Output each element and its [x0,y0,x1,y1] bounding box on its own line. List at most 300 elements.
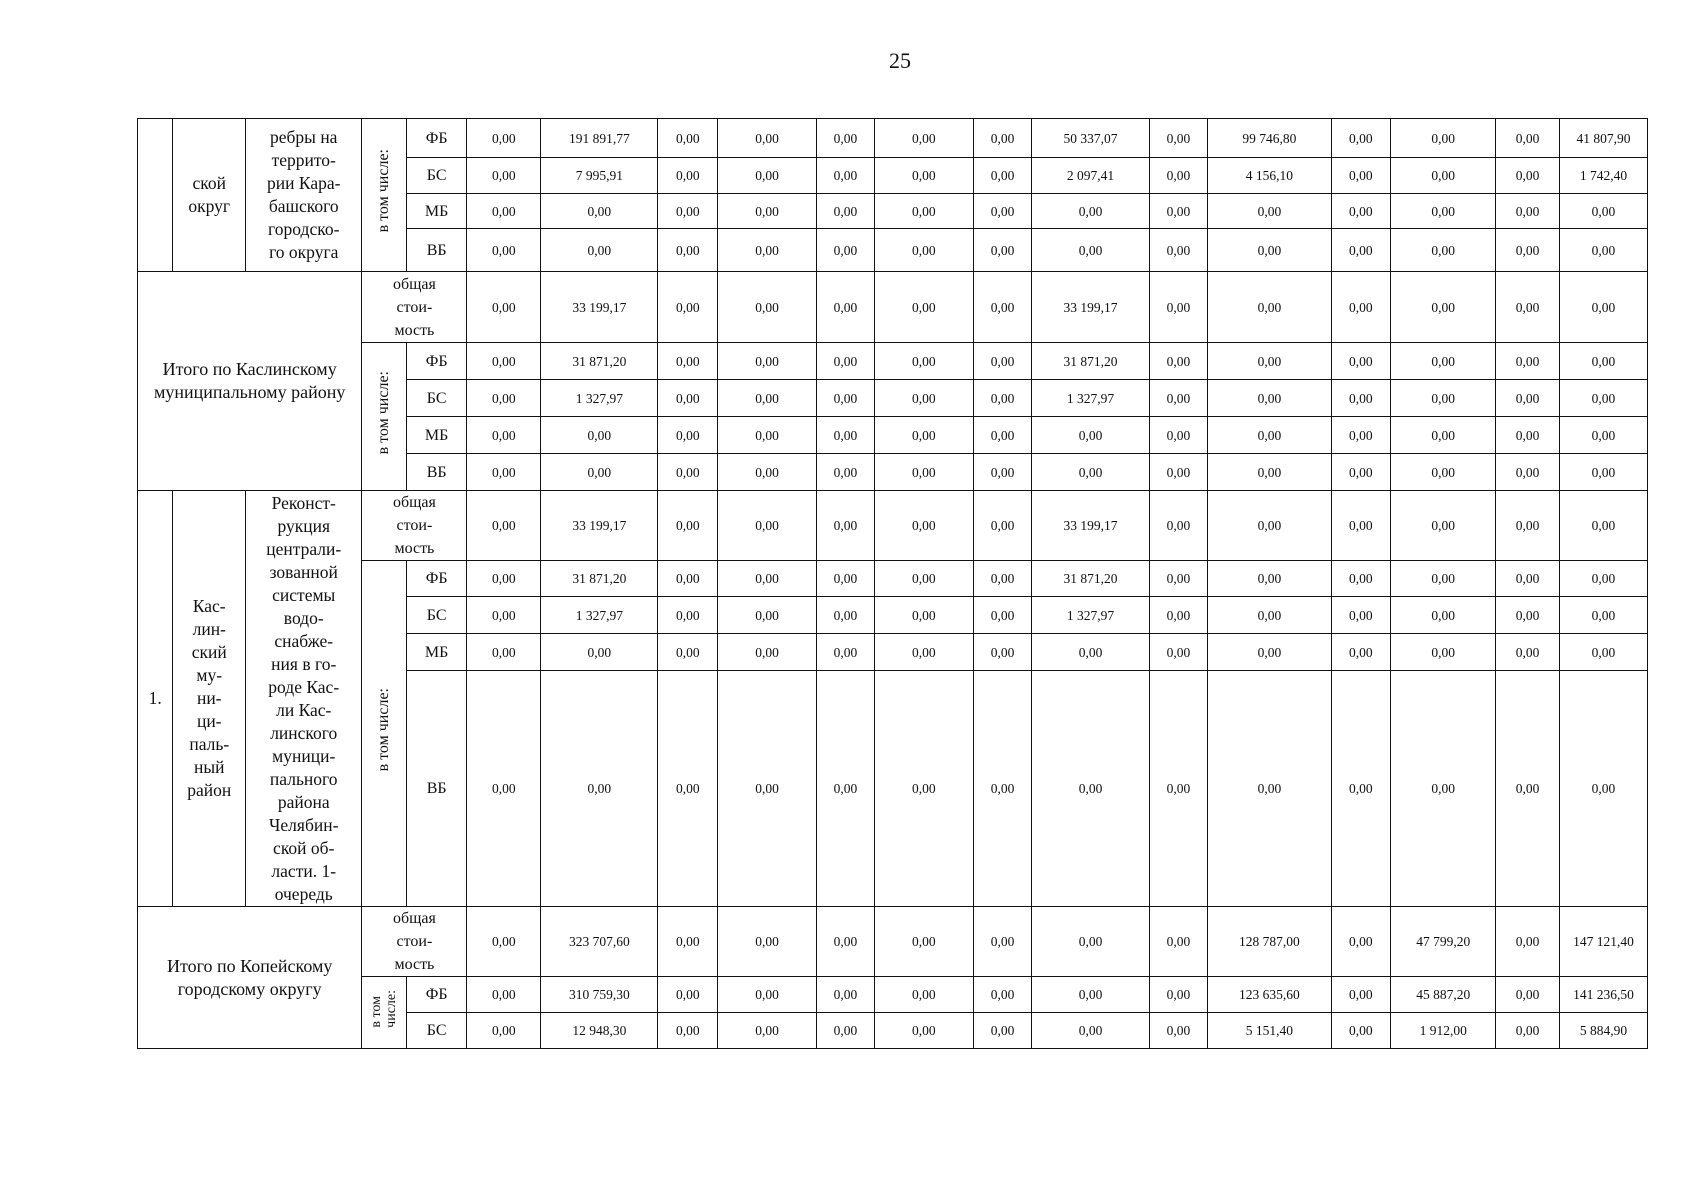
value-cell: 0,00 [718,119,817,158]
value-cell: 0,00 [1496,597,1560,634]
source-mb: МБ [406,194,467,229]
value-cell: 1 912,00 [1391,1013,1496,1049]
object-line: городско- [268,219,340,239]
object-line: го округа [269,242,339,262]
table-row [138,491,1648,561]
value-cell: 0,00 [817,1013,875,1049]
value-cell: 0,00 [1208,417,1331,454]
value-cell: 0,00 [1208,491,1331,561]
value-cell: 0,00 [1032,194,1149,229]
value-cell: 0,00 [467,343,541,380]
object-line: ласти. 1- [271,860,337,881]
value-cell: 0,00 [973,229,1032,272]
source-fb: ФБ [406,977,467,1013]
value-cell: 0,00 [1149,380,1208,417]
table-row [138,561,1648,597]
value-cell: 0,00 [874,343,973,380]
value-cell: 0,00 [1032,977,1149,1013]
value-cell: 0,00 [1496,343,1560,380]
municipality-line: ской [192,173,226,193]
value-cell: 0,00 [874,454,973,491]
value-cell: 0,00 [874,417,973,454]
value-cell: 0,00 [467,229,541,272]
value-cell: 0,00 [817,380,875,417]
value-cell: 0,00 [1496,119,1560,158]
value-cell: 0,00 [467,907,541,977]
including-label: в том числе: [375,687,393,772]
value-cell: 0,00 [1391,417,1496,454]
value-cell: 1 742,40 [1559,158,1647,194]
value-cell: 0,00 [973,417,1032,454]
table-row [138,343,1648,380]
value-cell: 0,00 [658,454,718,491]
total-cost-line: мость [394,540,435,557]
value-cell: 0,00 [817,272,875,343]
value-cell: 0,00 [1391,634,1496,671]
value-cell: 0,00 [817,158,875,194]
value-cell: 0,00 [1559,380,1647,417]
value-cell: 0,00 [817,597,875,634]
value-cell: 0,00 [1032,1013,1149,1049]
object-line: муници- [272,745,336,766]
value-cell: 0,00 [1032,417,1149,454]
value-cell: 0,00 [1149,272,1208,343]
value-cell: 0,00 [1331,380,1391,417]
value-cell: 0,00 [1208,343,1331,380]
value-cell: 0,00 [1331,272,1391,343]
value-cell: 0,00 [658,417,718,454]
value-cell: 0,00 [1149,491,1208,561]
value-cell: 0,00 [467,454,541,491]
value-cell: 5 151,40 [1208,1013,1331,1049]
municipality-cell [173,491,246,907]
source-bs: БС [406,1013,467,1049]
municipality-line: район [187,780,232,800]
value-cell: 0,00 [467,194,541,229]
value-cell: 0,00 [817,491,875,561]
value-cell: 0,00 [1496,671,1560,907]
value-cell: 0,00 [973,454,1032,491]
municipality-line: паль- [189,734,230,754]
value-cell: 47 799,20 [1391,907,1496,977]
object-line: системы [272,584,336,605]
value-cell: 0,00 [1331,907,1391,977]
value-cell: 0,00 [467,380,541,417]
table-row [138,119,1648,158]
value-cell: 31 871,20 [1032,343,1149,380]
value-cell: 0,00 [1496,634,1560,671]
value-cell: 0,00 [1391,671,1496,907]
value-cell: 0,00 [1331,561,1391,597]
value-cell: 41 807,90 [1559,119,1647,158]
value-cell: 0,00 [1149,907,1208,977]
value-cell: 1 327,97 [1032,597,1149,634]
value-cell: 0,00 [541,194,658,229]
value-cell: 0,00 [658,491,718,561]
value-cell: 0,00 [1331,491,1391,561]
value-cell: 310 759,30 [541,977,658,1013]
municipality-line: ци- [196,711,222,731]
value-cell: 0,00 [973,977,1032,1013]
value-cell: 0,00 [541,671,658,907]
source-mb: МБ [406,417,467,454]
including-label-line: в том [369,995,385,1028]
value-cell: 0,00 [1496,194,1560,229]
value-cell: 0,00 [1208,194,1331,229]
value-cell: 0,00 [1496,158,1560,194]
source-vb: ВБ [406,454,467,491]
value-cell: 0,00 [874,158,973,194]
value-cell: 0,00 [1149,597,1208,634]
object-line: снабже- [274,630,334,651]
value-cell: 0,00 [1496,380,1560,417]
municipality-line: округ [188,196,231,216]
value-cell: 0,00 [1559,491,1647,561]
value-cell: 0,00 [817,194,875,229]
object-line: террито- [271,150,336,170]
value-cell: 0,00 [1208,380,1331,417]
value-cell: 0,00 [467,634,541,671]
value-cell: 0,00 [874,907,973,977]
value-cell: 2 097,41 [1032,158,1149,194]
value-cell: 0,00 [1496,229,1560,272]
value-cell: 7 995,91 [541,158,658,194]
value-cell: 0,00 [973,272,1032,343]
value-cell: 0,00 [658,907,718,977]
value-cell: 0,00 [874,671,973,907]
value-cell: 0,00 [1331,634,1391,671]
value-cell: 0,00 [1149,343,1208,380]
value-cell: 0,00 [1149,158,1208,194]
value-cell: 0,00 [1559,343,1647,380]
value-cell: 0,00 [817,343,875,380]
value-cell: 0,00 [874,380,973,417]
value-cell: 0,00 [718,634,817,671]
including-label-cell [362,977,406,1049]
value-cell: 0,00 [973,671,1032,907]
value-cell: 0,00 [1149,454,1208,491]
value-cell: 0,00 [1559,671,1647,907]
value-cell: 0,00 [973,1013,1032,1049]
value-cell: 0,00 [1391,491,1496,561]
value-cell: 0,00 [658,343,718,380]
value-cell: 0,00 [467,491,541,561]
value-cell: 0,00 [1149,229,1208,272]
value-cell: 0,00 [1391,194,1496,229]
source-bs: БС [406,158,467,194]
value-cell: 0,00 [718,597,817,634]
value-cell: 0,00 [1331,597,1391,634]
value-cell: 0,00 [1331,1013,1391,1049]
value-cell: 5 884,90 [1559,1013,1647,1049]
value-cell: 0,00 [467,158,541,194]
value-cell: 0,00 [541,417,658,454]
value-cell: 0,00 [718,158,817,194]
object-line: ли Кас- [276,699,332,720]
value-cell: 0,00 [1496,272,1560,343]
value-cell: 31 871,20 [541,561,658,597]
value-cell: 1 327,97 [541,597,658,634]
value-cell: 99 746,80 [1208,119,1331,158]
object-line: рукция [277,515,331,536]
source-bs: БС [406,380,467,417]
value-cell: 0,00 [1032,634,1149,671]
value-cell: 0,00 [1208,634,1331,671]
object-line: ской об- [273,837,335,858]
object-line: Челябин- [269,814,339,835]
object-line: башского [268,196,339,216]
value-cell: 0,00 [1149,977,1208,1013]
value-cell: 0,00 [1391,454,1496,491]
value-cell: 0,00 [817,907,875,977]
row-index: 1. [138,491,173,907]
value-cell: 0,00 [1496,907,1560,977]
value-cell: 0,00 [1149,1013,1208,1049]
value-cell: 0,00 [1208,671,1331,907]
value-cell: 0,00 [1331,671,1391,907]
index-cell [138,119,173,272]
value-cell: 0,00 [1149,671,1208,907]
object-line: ния в го- [271,653,337,674]
value-cell: 0,00 [1032,671,1149,907]
value-cell: 0,00 [817,119,875,158]
value-cell: 0,00 [973,119,1032,158]
value-cell: 33 199,17 [541,491,658,561]
total-cost-line: мость [394,956,435,973]
value-cell: 0,00 [718,907,817,977]
municipality-line: ный [193,757,225,777]
source-mb: МБ [406,634,467,671]
municipality-line: лин- [192,619,226,639]
object-line: рии Кара- [267,173,341,193]
value-cell: 0,00 [817,417,875,454]
value-cell: 0,00 [1391,229,1496,272]
value-cell: 0,00 [718,671,817,907]
value-cell: 0,00 [718,417,817,454]
including-label: в том числе: [375,149,393,233]
value-cell: 0,00 [973,634,1032,671]
value-cell: 0,00 [973,158,1032,194]
total-cost-line: стои- [396,517,433,534]
value-cell: 0,00 [817,229,875,272]
municipality-line: ни- [196,688,222,708]
value-cell: 0,00 [658,561,718,597]
value-cell: 0,00 [1149,194,1208,229]
value-cell: 0,00 [1331,343,1391,380]
value-cell: 0,00 [467,671,541,907]
value-cell: 0,00 [718,1013,817,1049]
value-cell: 4 156,10 [1208,158,1331,194]
value-cell: 0,00 [973,194,1032,229]
value-cell: 0,00 [874,491,973,561]
page-number: 25 [889,48,911,73]
total-cost-label [362,491,467,561]
value-cell: 0,00 [1208,272,1331,343]
value-cell: 0,00 [1559,229,1647,272]
including-label: в том числе: [375,370,393,455]
table-row [138,907,1648,977]
total-cost-label [362,907,467,977]
value-cell: 0,00 [1496,454,1560,491]
value-cell: 0,00 [658,194,718,229]
value-cell: 0,00 [658,380,718,417]
value-cell: 0,00 [1391,119,1496,158]
value-cell: 1 327,97 [541,380,658,417]
value-cell: 45 887,20 [1391,977,1496,1013]
source-fb: ФБ [406,343,467,380]
total-cost-line: стои- [396,933,433,950]
kasli-total-label: Итого по Каслинскому муниципальному району [138,272,362,491]
value-cell: 0,00 [658,634,718,671]
value-cell: 0,00 [718,272,817,343]
table-row [138,977,1648,1013]
total-cost-line: стои- [396,298,433,316]
value-cell: 0,00 [467,119,541,158]
value-cell: 0,00 [1391,380,1496,417]
kopeysk-total-label: Итого по Копейскому городскому округу [138,907,362,1049]
value-cell: 0,00 [718,194,817,229]
value-cell: 0,00 [817,634,875,671]
including-label-cell [362,343,406,491]
value-cell: 141 236,50 [1559,977,1647,1013]
value-cell: 0,00 [1331,229,1391,272]
value-cell: 0,00 [1208,561,1331,597]
object-line: пального [269,768,338,789]
value-cell: 0,00 [973,597,1032,634]
total-cost-line: общая [392,275,436,293]
value-cell: 0,00 [874,977,973,1013]
source-fb: ФБ [406,561,467,597]
value-cell: 0,00 [1331,158,1391,194]
value-cell: 0,00 [718,380,817,417]
value-cell: 0,00 [1331,194,1391,229]
value-cell: 0,00 [1496,977,1560,1013]
value-cell: 0,00 [1208,229,1331,272]
value-cell: 0,00 [1559,597,1647,634]
value-cell: 0,00 [658,229,718,272]
value-cell: 33 199,17 [541,272,658,343]
object-line: зованной [269,561,338,582]
source-vb: ВБ [406,229,467,272]
value-cell: 0,00 [1331,977,1391,1013]
value-cell: 0,00 [1032,907,1149,977]
value-cell: 0,00 [467,597,541,634]
value-cell: 0,00 [658,272,718,343]
value-cell: 0,00 [718,229,817,272]
value-cell: 0,00 [1496,417,1560,454]
value-cell: 33 199,17 [1032,491,1149,561]
value-cell: 147 121,40 [1559,907,1647,977]
value-cell: 0,00 [1149,119,1208,158]
value-cell: 0,00 [874,634,973,671]
value-cell: 0,00 [973,907,1032,977]
value-cell: 0,00 [874,119,973,158]
value-cell: 0,00 [541,634,658,671]
value-cell: 31 871,20 [541,343,658,380]
total-cost-label [362,272,467,343]
value-cell: 0,00 [973,380,1032,417]
value-cell: 0,00 [718,491,817,561]
value-cell: 0,00 [973,561,1032,597]
value-cell: 0,00 [718,454,817,491]
value-cell: 0,00 [1559,194,1647,229]
object-line: роде Кас- [268,676,340,697]
value-cell: 0,00 [1559,454,1647,491]
value-cell: 0,00 [658,119,718,158]
total-cost-line: мость [394,321,435,339]
value-cell: 0,00 [817,561,875,597]
value-cell: 0,00 [1391,272,1496,343]
object-line: района [277,791,330,812]
table-row [138,272,1648,343]
value-cell: 0,00 [718,561,817,597]
value-cell: 0,00 [541,229,658,272]
value-cell: 0,00 [658,597,718,634]
value-cell: 128 787,00 [1208,907,1331,977]
value-cell: 0,00 [1149,634,1208,671]
value-cell: 0,00 [817,454,875,491]
object-line: очередь [274,883,333,904]
municipality-cell [173,119,246,272]
value-cell: 0,00 [1331,119,1391,158]
value-cell: 0,00 [1559,272,1647,343]
value-cell: 0,00 [1391,561,1496,597]
value-cell: 0,00 [817,671,875,907]
value-cell: 0,00 [1496,1013,1560,1049]
object-cell [246,491,362,907]
value-cell: 191 891,77 [541,119,658,158]
value-cell: 0,00 [1149,417,1208,454]
value-cell: 0,00 [1559,634,1647,671]
value-cell: 0,00 [1391,158,1496,194]
value-cell: 0,00 [874,194,973,229]
total-cost-line: общая [392,494,436,511]
value-cell: 0,00 [1391,343,1496,380]
value-cell: 0,00 [973,491,1032,561]
value-cell: 12 948,30 [541,1013,658,1049]
object-line: линского [270,722,338,743]
object-line: водо- [283,607,324,628]
value-cell: 0,00 [467,977,541,1013]
value-cell: 0,00 [467,1013,541,1049]
value-cell: 0,00 [1559,561,1647,597]
municipality-line: Кас- [192,596,226,616]
source-fb: ФБ [406,119,467,158]
value-cell: 0,00 [658,1013,718,1049]
value-cell: 0,00 [658,977,718,1013]
source-vb: ВБ [406,671,467,907]
value-cell: 0,00 [718,977,817,1013]
including-label-cell [362,561,406,907]
value-cell: 33 199,17 [1032,272,1149,343]
municipality-line: ский [191,642,227,662]
value-cell: 123 635,60 [1208,977,1331,1013]
object-line: ребры на [270,127,338,147]
value-cell: 0,00 [1559,417,1647,454]
value-cell: 0,00 [1032,454,1149,491]
value-cell: 0,00 [1032,229,1149,272]
value-cell: 0,00 [874,597,973,634]
value-cell: 0,00 [1496,561,1560,597]
value-cell: 0,00 [1149,561,1208,597]
value-cell: 0,00 [1331,454,1391,491]
value-cell: 0,00 [874,1013,973,1049]
including-label-line: числе: [384,989,400,1028]
value-cell: 0,00 [1208,597,1331,634]
value-cell: 0,00 [1496,491,1560,561]
object-line: централи- [266,538,342,559]
object-cell [246,119,362,272]
